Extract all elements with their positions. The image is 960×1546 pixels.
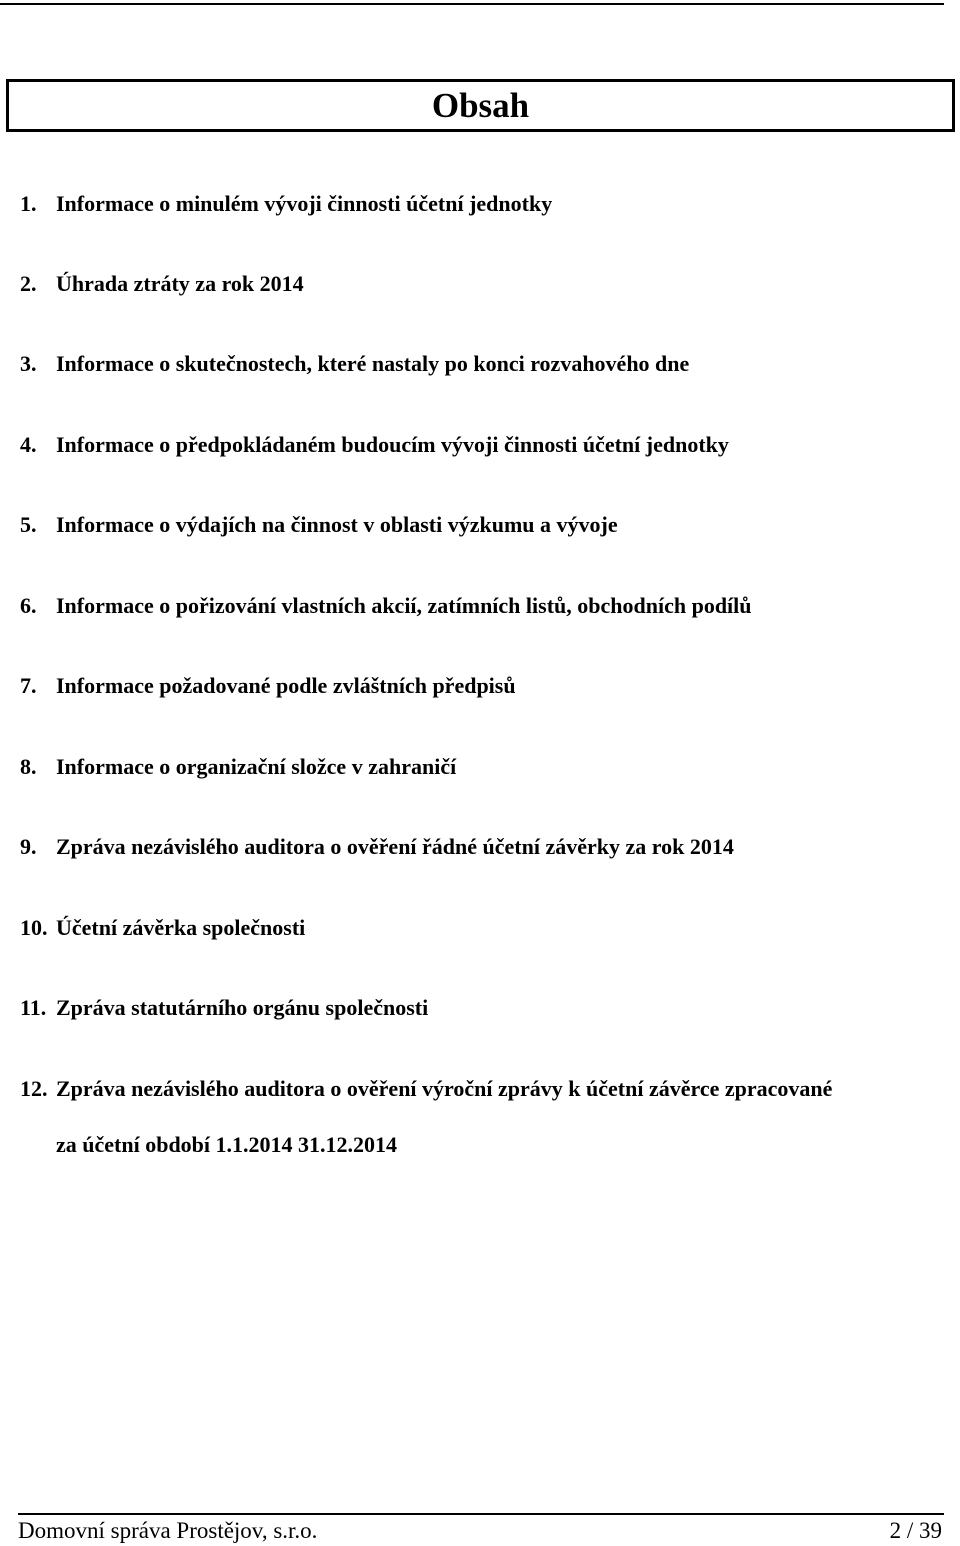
toc-item-text: Informace o předpokládaném budoucím vývoji činnosti účetní jednotky — [56, 432, 729, 457]
toc-item-number: 10. — [20, 915, 48, 940]
toc-item-10 — [20, 914, 305, 942]
toc-item-11 — [20, 994, 428, 1022]
toc-item-number: 7. — [20, 673, 37, 698]
toc-item-2 — [20, 270, 304, 298]
toc-item-text: Zpráva nezávislého auditora o ověření řádné účetní závěrky za rok 2014 — [56, 834, 734, 859]
toc-item-9 — [20, 833, 734, 861]
toc-item-number: 1. — [20, 191, 37, 216]
toc-item-number: 11. — [20, 995, 47, 1020]
footer-page-number: 2 / 39 — [889, 1518, 942, 1543]
title-box — [6, 79, 955, 132]
toc-item-text: Informace o skutečnostech, které nastaly po konci rozvahového dne — [56, 351, 690, 376]
toc-item-7 — [20, 672, 516, 700]
toc-item-text: Informace o organizační složce v zahraničí — [56, 754, 457, 779]
top-rule — [0, 3, 944, 5]
toc-item-12 — [20, 1075, 832, 1103]
toc-item-5 — [20, 511, 618, 539]
toc-item-number: 9. — [20, 834, 37, 859]
toc-item-12-continuation: za účetní období 1.1.2014 31.12.2014 — [56, 1132, 398, 1157]
toc-item-number: 8. — [20, 754, 37, 779]
toc-item-number: 4. — [20, 432, 37, 457]
toc-item-text: Úhrada ztráty za rok 2014 — [56, 271, 304, 296]
footer-rule — [18, 1513, 944, 1515]
toc-item-number: 2. — [20, 271, 37, 296]
toc-item-text: Zpráva nezávislého auditora o ověření výroční zprávy k účetní závěrce zpracované — [56, 1076, 833, 1101]
toc-item-6 — [20, 592, 752, 620]
toc-item-text: Informace o pořizování vlastních akcií, zatímních listů, obchodních podílů — [56, 593, 752, 618]
toc-item-number: 5. — [20, 512, 37, 537]
toc-item-number: 3. — [20, 351, 37, 376]
toc-item-8 — [20, 753, 456, 781]
toc-item-text: Informace o výdajích na činnost v oblasti výzkumu a vývoje — [56, 512, 618, 537]
toc-item-text: Účetní závěrka společnosti — [56, 915, 306, 940]
page-title: Obsah — [431, 86, 530, 125]
footer-company: Domovní správa Prostějov, s.r.o. — [18, 1518, 318, 1543]
toc-item-number: 12. — [20, 1076, 48, 1101]
toc-item-1 — [20, 190, 552, 218]
toc-item-3 — [20, 350, 689, 378]
toc-item-4 — [20, 431, 729, 459]
toc-item-text: Informace požadované podle zvláštních předpisů — [56, 673, 516, 698]
toc-item-number: 6. — [20, 593, 37, 618]
toc-item-text: Informace o minulém vývoji činnosti účetní jednotky — [56, 191, 553, 216]
toc-item-text: Zpráva statutárního orgánu společnosti — [56, 995, 429, 1020]
